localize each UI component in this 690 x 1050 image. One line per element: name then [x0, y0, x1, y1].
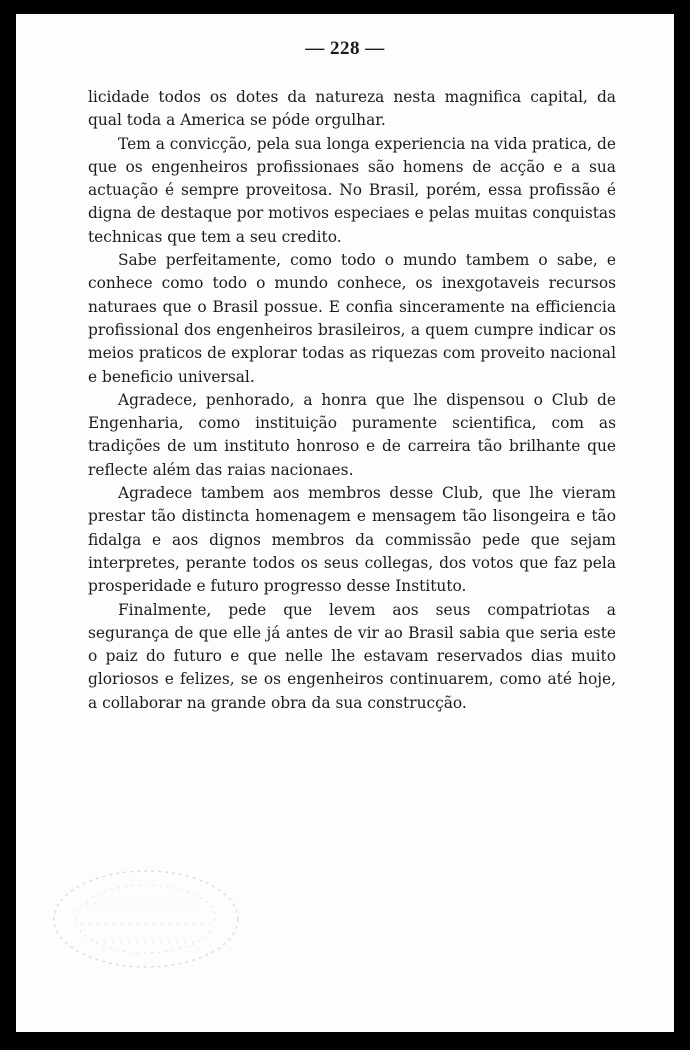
- body-text: [88, 86, 616, 715]
- paragraph-2: Tem a convicção, pela sua longa experiencia na vida pratica, de que os engenheiros profissionaes são homens de acção e a sua actuação é sempre proveitosa. No Brasil, porém, essa profissão é digna de destaque por motivos especiaes e pelas muitas conquistas technicas que tem a seu credito.: [88, 134, 616, 246]
- paragraph-3: Sabe perfeitamente, como todo o mundo tambem o sabe, e conhece como todo o mundo conhece, os inexgotaveis recursos naturaes que o Brasil possue. E confia sinceramente na efficiencia profissional dos engenheiros brasileiros, a quem cumpre indicar os meios praticos de explorar todas as riquezas com proveito nacional e beneficio universal.: [88, 251, 616, 386]
- document-page: [16, 14, 674, 1032]
- paragraph-4: Agradece, penhorado, a honra que lhe dispensou o Club de Engenharia, como instituição puramente scientifica, com as tradições de um instituto honroso e de carreira tão brilhante que reflecte além das raias nacionaes.: [88, 390, 616, 479]
- page-number: — 228 —: [305, 38, 385, 59]
- paragraph-6: Finalmente, pede que levem aos seus compatriotas a segurança de que elle já antes de vir ao Brasil sabia que seria este o paiz do futuro e que nelle lhe estavam reservados dias muito gloriosos e felizes, se os engenheiros continuarem, como até hoje, a collaborar na grande obra da sua construcção.: [88, 600, 616, 712]
- paragraph-5: Agradece tambem aos membros desse Club, que lhe vieram prestar tão distincta homenagem e mensagem tão lisongeira e tão fidalga e aos dignos membros da commissão pede que sejam interpretes, perante todos os seus collegas, dos votos que faz pela prosperidade e futuro progresso desse Instituto.: [88, 484, 616, 596]
- paragraph-1: licidade todos os dotes da natureza nesta magnifica capital, da qual toda a America se póde orgulhar.: [88, 88, 616, 130]
- faded-stamp: [46, 864, 246, 974]
